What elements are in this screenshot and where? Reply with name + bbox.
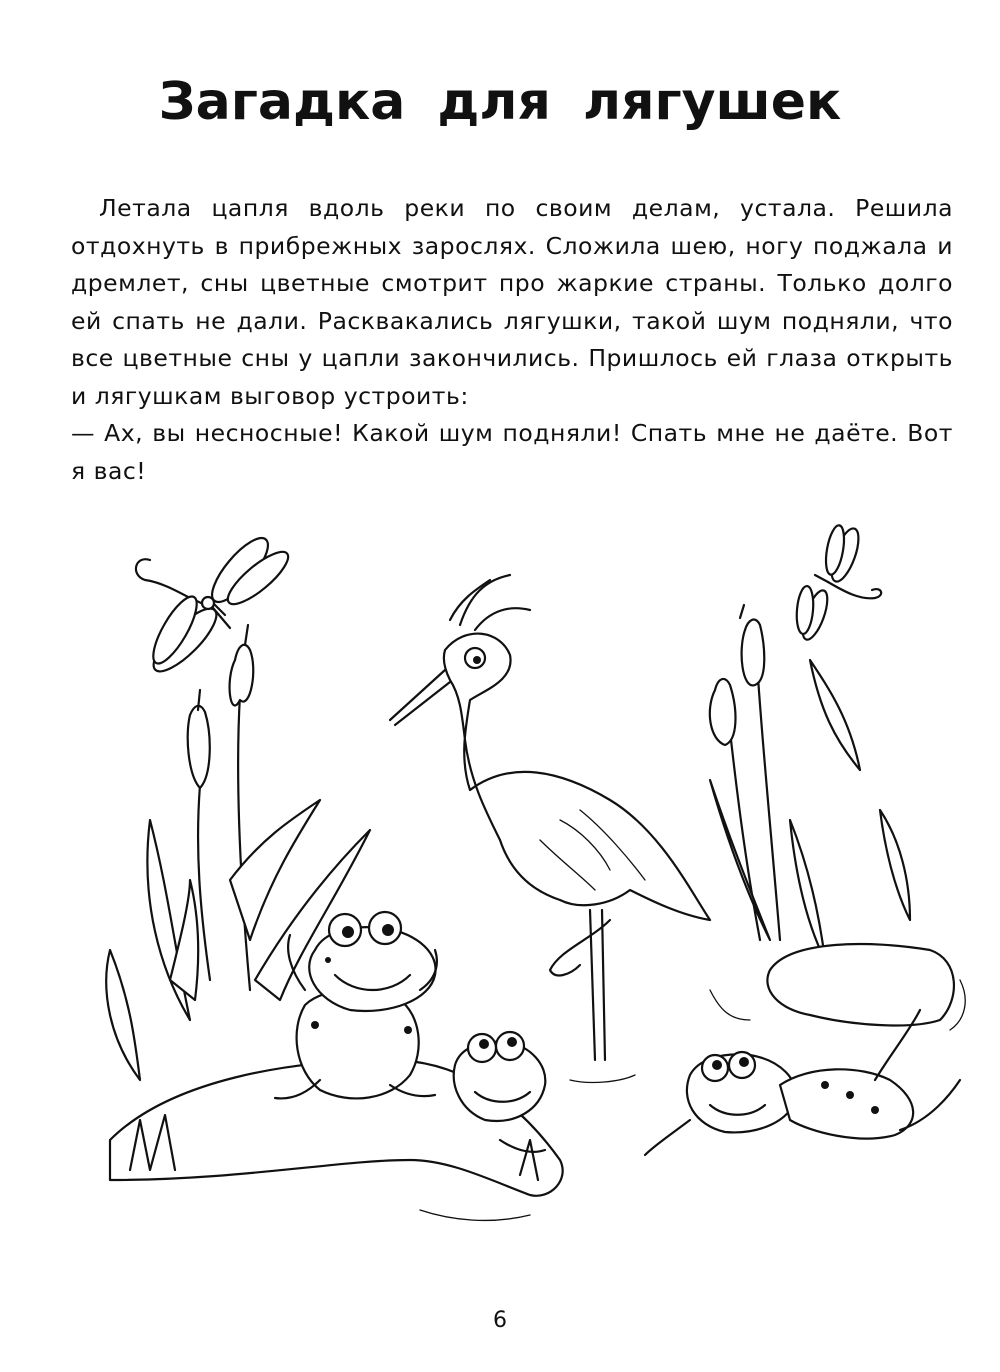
dragonfly-right [795, 524, 881, 643]
page-number: 6 [493, 1308, 507, 1333]
heron-and-frogs-illustration [90, 520, 970, 1260]
frog-swimming [645, 1010, 960, 1155]
coloring-illustration [90, 520, 970, 1260]
dragonfly-left [136, 530, 295, 679]
heron [390, 575, 710, 1082]
heron-dialogue: — Ах, вы несносные! Какой шум подняли! Спать мне не даёте. Вот я вас! [71, 419, 953, 485]
story-paragraph: Летала цапля вдоль реки по своим делам, устала. Решила отдохнуть в прибрежных зарослях. Сложила шею, ногу поджала и дремлет, сны цветные смотрит про жаркие страны. Только долго ей спать не дали. Расквакались лягушки, такой шум подняли, что все цветные сны у цапли закончились. Пришлось ей глаза открыть и лягушкам выговор устроить: [71, 194, 953, 410]
lily-pad [710, 944, 965, 1030]
story-text [71, 190, 953, 490]
cattails-right [710, 605, 910, 960]
page-title: Загадка для лягушек [158, 72, 842, 132]
